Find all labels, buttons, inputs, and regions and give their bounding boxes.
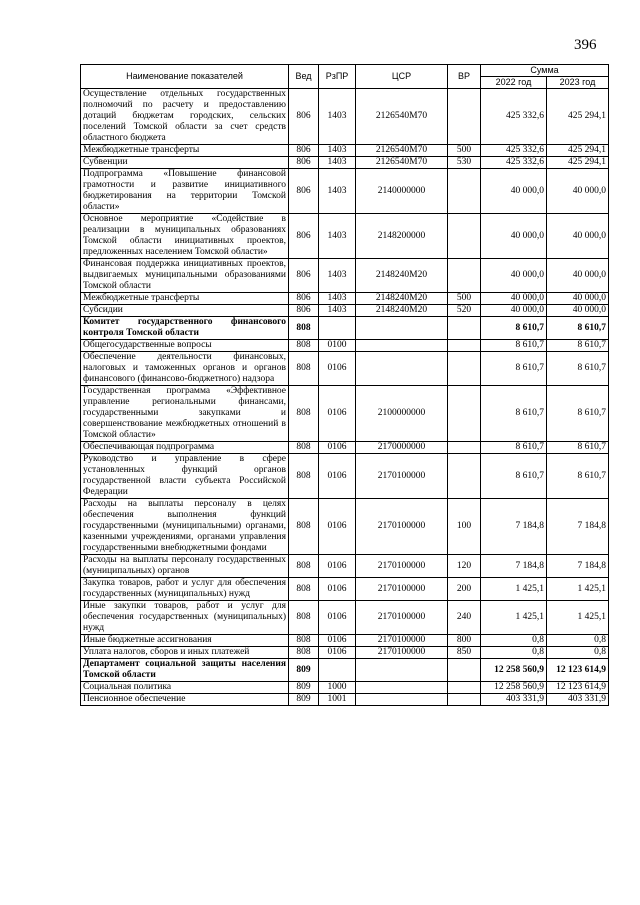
cell-2023: 1 425,1 [547,578,609,601]
cell-name: Закупка товаров, работ и услуг для обеспечения государственных (муниципальных) нужд [81,578,289,601]
cell-ved: 808 [289,555,319,578]
cell-vr [448,317,481,340]
cell-ved: 808 [289,635,319,647]
cell-rzpr: 1403 [319,293,356,305]
cell-vr [448,694,481,706]
cell-rzpr: 0106 [319,635,356,647]
cell-ved: 809 [289,659,319,682]
table-row [81,578,609,601]
cell-name: Социальная политика [81,682,289,694]
cell-2022: 40 000,0 [481,305,547,317]
cell-2023: 0,8 [547,635,609,647]
cell-csr: 2140000000 [356,169,448,214]
cell-2022: 7 184,8 [481,499,547,555]
cell-rzpr [319,317,356,340]
cell-ved: 806 [289,214,319,259]
table-row [81,555,609,578]
cell-name: Расходы на выплаты персоналу в целях обеспечения выполнения функций государственными (муниципальными) органами, казенными учреждениями, органами управления государственными внебюджетными фондами [81,499,289,555]
cell-2023: 7 184,8 [547,499,609,555]
cell-2022: 403 331,9 [481,694,547,706]
cell-rzpr: 1403 [319,259,356,293]
table-row [81,659,609,682]
cell-vr: 800 [448,635,481,647]
cell-vr: 500 [448,293,481,305]
cell-ved: 809 [289,694,319,706]
header-2022: 2022 год [481,77,547,89]
cell-rzpr: 0106 [319,555,356,578]
cell-2022: 8 610,7 [481,317,547,340]
cell-rzpr: 0106 [319,647,356,659]
cell-ved: 808 [289,647,319,659]
cell-rzpr: 0106 [319,499,356,555]
cell-2022: 8 610,7 [481,442,547,454]
cell-name: Межбюджетные трансферты [81,145,289,157]
cell-name: Руководство и управление в сфере установленных функций органов государственной власти субъекта Российской Федерации [81,454,289,499]
table-row [81,635,609,647]
cell-vr: 200 [448,578,481,601]
cell-ved: 808 [289,352,319,386]
cell-2023: 8 610,7 [547,352,609,386]
cell-ved: 808 [289,601,319,635]
page-number: 396 [574,37,597,53]
cell-rzpr: 0106 [319,442,356,454]
cell-rzpr: 1000 [319,682,356,694]
header-name: Наименование показателей [81,65,289,89]
cell-vr [448,352,481,386]
cell-rzpr: 0106 [319,352,356,386]
cell-vr [448,442,481,454]
cell-name: Иные бюджетные ассигнования [81,635,289,647]
cell-2022: 40 000,0 [481,259,547,293]
cell-vr [448,169,481,214]
cell-2022: 8 610,7 [481,340,547,352]
cell-2022: 0,8 [481,635,547,647]
cell-2023: 12 123 614,9 [547,659,609,682]
cell-2022: 40 000,0 [481,214,547,259]
cell-rzpr: 1403 [319,89,356,145]
header-csr: ЦСР [356,65,448,89]
cell-ved: 808 [289,340,319,352]
cell-2022: 425 332,6 [481,89,547,145]
table-row [81,169,609,214]
cell-csr: 2170000000 [356,442,448,454]
cell-2022: 8 610,7 [481,454,547,499]
cell-csr: 2148240М20 [356,293,448,305]
cell-csr [356,352,448,386]
cell-rzpr: 1403 [319,145,356,157]
cell-vr [448,454,481,499]
cell-ved: 808 [289,578,319,601]
table-row [81,317,609,340]
cell-csr [356,694,448,706]
cell-name: Основное мероприятие «Содействие в реализации в муниципальных образованиях Томской области инициативных проектов, предложенных населением Томской области» [81,214,289,259]
cell-ved: 808 [289,442,319,454]
table-row [81,340,609,352]
cell-rzpr: 1403 [319,169,356,214]
cell-2023: 8 610,7 [547,454,609,499]
table-row [81,305,609,317]
cell-vr: 120 [448,555,481,578]
cell-vr [448,386,481,442]
cell-2023: 0,8 [547,647,609,659]
cell-2023: 7 184,8 [547,555,609,578]
cell-2023: 40 000,0 [547,169,609,214]
cell-name: Межбюджетные трансферты [81,293,289,305]
cell-2022: 1 425,1 [481,601,547,635]
table-body [81,89,609,706]
cell-vr [448,214,481,259]
cell-2023: 403 331,9 [547,694,609,706]
cell-name: Иные закупки товаров, работ и услуг для обеспечения государственных (муниципальных) нужд [81,601,289,635]
cell-rzpr: 1403 [319,214,356,259]
cell-vr [448,259,481,293]
cell-name: Осуществление отдельных государственных полномочий по расчету и предоставлению дотаций бюджетам городских, сельских поселений Томской области за счет средств областного бюджета [81,89,289,145]
cell-rzpr: 0106 [319,601,356,635]
cell-2023: 40 000,0 [547,293,609,305]
cell-name: Субсидии [81,305,289,317]
table-row [81,647,609,659]
cell-ved: 806 [289,169,319,214]
cell-ved: 809 [289,682,319,694]
cell-csr: 2148200000 [356,214,448,259]
table-row [81,499,609,555]
cell-name: Обеспечение деятельности финансовых, налоговых и таможенных органов и органов финансового (финансово-бюджетного) надзора [81,352,289,386]
cell-name: Финансовая поддержка инициативных проектов, выдвигаемых муниципальными образованиями Томской области [81,259,289,293]
cell-csr: 2170100000 [356,499,448,555]
cell-2023: 40 000,0 [547,214,609,259]
cell-2023: 40 000,0 [547,305,609,317]
cell-2023: 8 610,7 [547,340,609,352]
cell-ved: 808 [289,386,319,442]
cell-vr: 240 [448,601,481,635]
cell-2022: 0,8 [481,647,547,659]
cell-name: Подпрограмма «Повышение финансовой грамотности и развитие инициативного бюджетирования на территории Томской области» [81,169,289,214]
cell-2022: 1 425,1 [481,578,547,601]
cell-ved: 806 [289,145,319,157]
cell-name: Общегосударственные вопросы [81,340,289,352]
table-row [81,157,609,169]
cell-2023: 425 294,1 [547,157,609,169]
cell-csr: 2148240М20 [356,305,448,317]
cell-ved: 806 [289,89,319,145]
cell-csr: 2170100000 [356,647,448,659]
cell-2023: 8 610,7 [547,317,609,340]
header-2023: 2023 год [547,77,609,89]
cell-csr: 2126540М70 [356,89,448,145]
cell-rzpr: 0106 [319,454,356,499]
cell-2023: 12 123 614,9 [547,682,609,694]
cell-vr: 850 [448,647,481,659]
cell-2023: 8 610,7 [547,442,609,454]
cell-2022: 12 258 560,9 [481,659,547,682]
cell-ved: 806 [289,259,319,293]
cell-rzpr: 0106 [319,578,356,601]
cell-name: Уплата налогов, сборов и иных платежей [81,647,289,659]
cell-vr [448,89,481,145]
cell-2022: 8 610,7 [481,386,547,442]
cell-2023: 8 610,7 [547,386,609,442]
cell-csr: 2170100000 [356,578,448,601]
table-row [81,442,609,454]
cell-csr [356,317,448,340]
cell-2022: 7 184,8 [481,555,547,578]
cell-2023: 40 000,0 [547,259,609,293]
table-row [81,89,609,145]
cell-2022: 8 610,7 [481,352,547,386]
cell-csr: 2126540М70 [356,157,448,169]
cell-name: Государственная программа «Эффективное управление региональными финансами, государственными закупками и совершенствование межбюджетных отношений в Томской области» [81,386,289,442]
table-row [81,386,609,442]
cell-ved: 808 [289,317,319,340]
cell-csr: 2170100000 [356,555,448,578]
cell-vr: 100 [448,499,481,555]
cell-rzpr [319,659,356,682]
cell-csr [356,659,448,682]
cell-vr [448,682,481,694]
cell-2023: 1 425,1 [547,601,609,635]
cell-csr [356,682,448,694]
cell-ved: 806 [289,293,319,305]
cell-rzpr: 0100 [319,340,356,352]
cell-csr: 2170100000 [356,454,448,499]
cell-ved: 806 [289,157,319,169]
cell-vr [448,659,481,682]
cell-ved: 806 [289,305,319,317]
table-row [81,352,609,386]
header-sum: Сумма [481,65,609,77]
budget-table [80,64,609,706]
table-row [81,259,609,293]
table-row [81,145,609,157]
cell-name: Обеспечивающая подпрограмма [81,442,289,454]
cell-rzpr: 1001 [319,694,356,706]
cell-name: Субвенции [81,157,289,169]
cell-2023: 425 294,1 [547,145,609,157]
cell-rzpr: 1403 [319,157,356,169]
cell-name: Расходы на выплаты персоналу государственных (муниципальных) органов [81,555,289,578]
header-rzpr: РзПР [319,65,356,89]
table-row [81,682,609,694]
cell-2022: 425 332,6 [481,157,547,169]
cell-csr: 2100000000 [356,386,448,442]
cell-vr: 500 [448,145,481,157]
cell-2022: 12 258 560,9 [481,682,547,694]
cell-csr: 2148240М20 [356,259,448,293]
header-vr: ВР [448,65,481,89]
cell-csr: 2170100000 [356,601,448,635]
cell-name: Пенсионное обеспечение [81,694,289,706]
cell-csr [356,340,448,352]
cell-rzpr: 1403 [319,305,356,317]
cell-vr: 530 [448,157,481,169]
cell-2022: 40 000,0 [481,169,547,214]
cell-vr [448,340,481,352]
table-row [81,694,609,706]
cell-csr: 2126540М70 [356,145,448,157]
table-row [81,293,609,305]
cell-2022: 425 332,6 [481,145,547,157]
cell-csr: 2170100000 [356,635,448,647]
table-row [81,214,609,259]
cell-ved: 808 [289,454,319,499]
cell-rzpr: 0106 [319,386,356,442]
header-ved: Вед [289,65,319,89]
table-row [81,454,609,499]
cell-ved: 808 [289,499,319,555]
cell-2022: 40 000,0 [481,293,547,305]
cell-name: Департамент социальной защиты населения Томской области [81,659,289,682]
table-row [81,601,609,635]
cell-name: Комитет государственного финансового контроля Томской области [81,317,289,340]
cell-2023: 425 294,1 [547,89,609,145]
cell-vr: 520 [448,305,481,317]
